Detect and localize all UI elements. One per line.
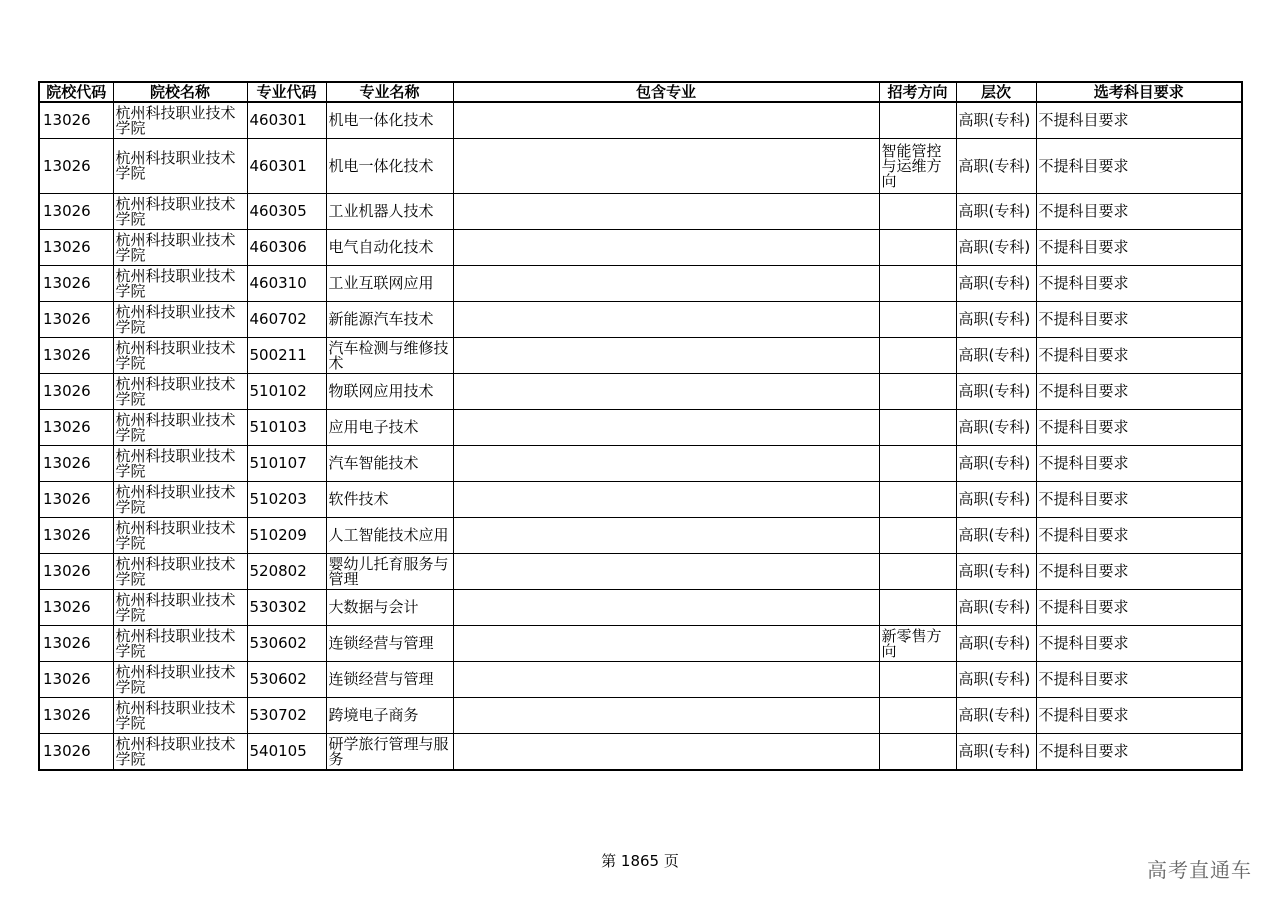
included-majors-cell: [453, 102, 879, 139]
school-name-cell: 杭州科技职业技术学院: [113, 102, 247, 139]
table-row: [39, 734, 1242, 771]
level-cell: 高职(专科): [956, 410, 1036, 446]
included-majors-cell: [453, 446, 879, 482]
direction-cell: 新零售方向: [879, 626, 956, 662]
level-cell: 高职(专科): [956, 482, 1036, 518]
direction-cell: [879, 482, 956, 518]
included-majors-cell: [453, 590, 879, 626]
school-code-cell: 13026: [39, 374, 113, 410]
major-code-cell: 510103: [247, 410, 326, 446]
major-code-cell: 530602: [247, 626, 326, 662]
major-code-cell: 510102: [247, 374, 326, 410]
included-majors-cell: [453, 518, 879, 554]
major-name-cell: 新能源汽车技术: [326, 302, 453, 338]
level-cell: 高职(专科): [956, 102, 1036, 139]
subject-requirement-cell: 不提科目要求: [1036, 518, 1242, 554]
subject-requirement-cell: 不提科目要求: [1036, 338, 1242, 374]
major-code-cell: 460301: [247, 102, 326, 139]
admissions-table: [38, 81, 1243, 771]
major-code-cell: 460305: [247, 194, 326, 230]
table-row: [39, 626, 1242, 662]
subject-requirement-cell: 不提科目要求: [1036, 446, 1242, 482]
school-code-cell: 13026: [39, 410, 113, 446]
school-code-cell: 13026: [39, 698, 113, 734]
major-name-cell: 物联网应用技术: [326, 374, 453, 410]
table-row: [39, 554, 1242, 590]
level-cell: 高职(专科): [956, 734, 1036, 771]
header-included-majors: 包含专业: [453, 82, 879, 102]
direction-cell: [879, 374, 956, 410]
included-majors-cell: [453, 626, 879, 662]
major-name-cell: 连锁经营与管理: [326, 626, 453, 662]
direction-cell: [879, 554, 956, 590]
table-row: [39, 410, 1242, 446]
level-cell: 高职(专科): [956, 518, 1036, 554]
school-name-cell: 杭州科技职业技术学院: [113, 698, 247, 734]
level-cell: 高职(专科): [956, 230, 1036, 266]
table-row: [39, 230, 1242, 266]
watermark-logo: 高考直通车: [1147, 858, 1252, 882]
direction-cell: [879, 266, 956, 302]
direction-cell: [879, 698, 956, 734]
subject-requirement-cell: 不提科目要求: [1036, 662, 1242, 698]
school-name-cell: 杭州科技职业技术学院: [113, 554, 247, 590]
subject-requirement-cell: 不提科目要求: [1036, 194, 1242, 230]
major-code-cell: 460702: [247, 302, 326, 338]
direction-cell: [879, 338, 956, 374]
school-name-cell: 杭州科技职业技术学院: [113, 410, 247, 446]
level-cell: 高职(专科): [956, 302, 1036, 338]
school-code-cell: 13026: [39, 590, 113, 626]
school-code-cell: 13026: [39, 102, 113, 139]
school-name-cell: 杭州科技职业技术学院: [113, 482, 247, 518]
included-majors-cell: [453, 266, 879, 302]
direction-cell: [879, 194, 956, 230]
direction-cell: [879, 446, 956, 482]
school-name-cell: 杭州科技职业技术学院: [113, 266, 247, 302]
subject-requirement-cell: 不提科目要求: [1036, 626, 1242, 662]
major-name-cell: 婴幼儿托育服务与管理: [326, 554, 453, 590]
school-name-cell: 杭州科技职业技术学院: [113, 626, 247, 662]
included-majors-cell: [453, 554, 879, 590]
subject-requirement-cell: 不提科目要求: [1036, 734, 1242, 771]
school-name-cell: 杭州科技职业技术学院: [113, 338, 247, 374]
major-code-cell: 520802: [247, 554, 326, 590]
subject-requirement-cell: 不提科目要求: [1036, 230, 1242, 266]
header-direction: 招考方向: [879, 82, 956, 102]
included-majors-cell: [453, 698, 879, 734]
level-cell: 高职(专科): [956, 338, 1036, 374]
level-cell: 高职(专科): [956, 194, 1036, 230]
major-code-cell: 540105: [247, 734, 326, 771]
school-code-cell: 13026: [39, 338, 113, 374]
included-majors-cell: [453, 662, 879, 698]
major-name-cell: 电气自动化技术: [326, 230, 453, 266]
major-name-cell: 工业互联网应用: [326, 266, 453, 302]
included-majors-cell: [453, 139, 879, 194]
school-code-cell: 13026: [39, 734, 113, 771]
table-body: [39, 102, 1242, 770]
header-subject-requirement: 选考科目要求: [1036, 82, 1242, 102]
school-code-cell: 13026: [39, 266, 113, 302]
school-name-cell: 杭州科技职业技术学院: [113, 139, 247, 194]
header-major-code: 专业代码: [247, 82, 326, 102]
included-majors-cell: [453, 230, 879, 266]
school-code-cell: 13026: [39, 446, 113, 482]
level-cell: 高职(专科): [956, 446, 1036, 482]
school-name-cell: 杭州科技职业技术学院: [113, 374, 247, 410]
included-majors-cell: [453, 410, 879, 446]
school-name-cell: 杭州科技职业技术学院: [113, 734, 247, 771]
direction-cell: [879, 410, 956, 446]
school-code-cell: 13026: [39, 482, 113, 518]
direction-cell: [879, 590, 956, 626]
school-name-cell: 杭州科技职业技术学院: [113, 518, 247, 554]
subject-requirement-cell: 不提科目要求: [1036, 374, 1242, 410]
major-name-cell: 大数据与会计: [326, 590, 453, 626]
school-code-cell: 13026: [39, 554, 113, 590]
major-name-cell: 汽车智能技术: [326, 446, 453, 482]
direction-cell: [879, 230, 956, 266]
major-name-cell: 工业机器人技术: [326, 194, 453, 230]
direction-cell: 智能管控与运维方向: [879, 139, 956, 194]
major-name-cell: 连锁经营与管理: [326, 662, 453, 698]
school-code-cell: 13026: [39, 194, 113, 230]
major-code-cell: 510203: [247, 482, 326, 518]
table-row: [39, 139, 1242, 194]
header-level: 层次: [956, 82, 1036, 102]
subject-requirement-cell: 不提科目要求: [1036, 554, 1242, 590]
direction-cell: [879, 302, 956, 338]
major-name-cell: 应用电子技术: [326, 410, 453, 446]
table-row: [39, 698, 1242, 734]
major-code-cell: 460306: [247, 230, 326, 266]
major-code-cell: 510209: [247, 518, 326, 554]
major-name-cell: 汽车检测与维修技术: [326, 338, 453, 374]
table-row: [39, 662, 1242, 698]
included-majors-cell: [453, 374, 879, 410]
level-cell: 高职(专科): [956, 698, 1036, 734]
subject-requirement-cell: 不提科目要求: [1036, 410, 1242, 446]
subject-requirement-cell: 不提科目要求: [1036, 482, 1242, 518]
header-school-name: 院校名称: [113, 82, 247, 102]
school-name-cell: 杭州科技职业技术学院: [113, 302, 247, 338]
included-majors-cell: [453, 338, 879, 374]
school-name-cell: 杭州科技职业技术学院: [113, 590, 247, 626]
direction-cell: [879, 662, 956, 698]
subject-requirement-cell: 不提科目要求: [1036, 266, 1242, 302]
level-cell: 高职(专科): [956, 266, 1036, 302]
table-row: [39, 590, 1242, 626]
included-majors-cell: [453, 482, 879, 518]
table-row: [39, 302, 1242, 338]
major-code-cell: 460310: [247, 266, 326, 302]
header-school-code: 院校代码: [39, 82, 113, 102]
included-majors-cell: [453, 194, 879, 230]
level-cell: 高职(专科): [956, 139, 1036, 194]
table-row: [39, 102, 1242, 139]
page-number: 第 1865 页: [601, 852, 679, 870]
subject-requirement-cell: 不提科目要求: [1036, 302, 1242, 338]
school-code-cell: 13026: [39, 662, 113, 698]
header-row: [39, 82, 1242, 102]
included-majors-cell: [453, 302, 879, 338]
table-row: [39, 446, 1242, 482]
subject-requirement-cell: 不提科目要求: [1036, 139, 1242, 194]
major-name-cell: 人工智能技术应用: [326, 518, 453, 554]
school-code-cell: 13026: [39, 626, 113, 662]
table-row: [39, 338, 1242, 374]
major-name-cell: 机电一体化技术: [326, 139, 453, 194]
school-code-cell: 13026: [39, 139, 113, 194]
table-row: [39, 518, 1242, 554]
school-name-cell: 杭州科技职业技术学院: [113, 230, 247, 266]
direction-cell: [879, 518, 956, 554]
school-name-cell: 杭州科技职业技术学院: [113, 194, 247, 230]
direction-cell: [879, 102, 956, 139]
major-code-cell: 460301: [247, 139, 326, 194]
school-code-cell: 13026: [39, 230, 113, 266]
included-majors-cell: [453, 734, 879, 771]
level-cell: 高职(专科): [956, 374, 1036, 410]
table-row: [39, 194, 1242, 230]
major-name-cell: 跨境电子商务: [326, 698, 453, 734]
direction-cell: [879, 734, 956, 771]
major-name-cell: 研学旅行管理与服务: [326, 734, 453, 771]
table-row: [39, 482, 1242, 518]
subject-requirement-cell: 不提科目要求: [1036, 590, 1242, 626]
major-code-cell: 530602: [247, 662, 326, 698]
major-code-cell: 530702: [247, 698, 326, 734]
table-row: [39, 266, 1242, 302]
major-code-cell: 510107: [247, 446, 326, 482]
header-major-name: 专业名称: [326, 82, 453, 102]
school-code-cell: 13026: [39, 302, 113, 338]
major-name-cell: 软件技术: [326, 482, 453, 518]
major-name-cell: 机电一体化技术: [326, 102, 453, 139]
level-cell: 高职(专科): [956, 662, 1036, 698]
subject-requirement-cell: 不提科目要求: [1036, 102, 1242, 139]
major-code-cell: 500211: [247, 338, 326, 374]
school-name-cell: 杭州科技职业技术学院: [113, 446, 247, 482]
level-cell: 高职(专科): [956, 590, 1036, 626]
school-code-cell: 13026: [39, 518, 113, 554]
subject-requirement-cell: 不提科目要求: [1036, 698, 1242, 734]
table-row: [39, 374, 1242, 410]
level-cell: 高职(专科): [956, 554, 1036, 590]
school-name-cell: 杭州科技职业技术学院: [113, 662, 247, 698]
major-code-cell: 530302: [247, 590, 326, 626]
level-cell: 高职(专科): [956, 626, 1036, 662]
